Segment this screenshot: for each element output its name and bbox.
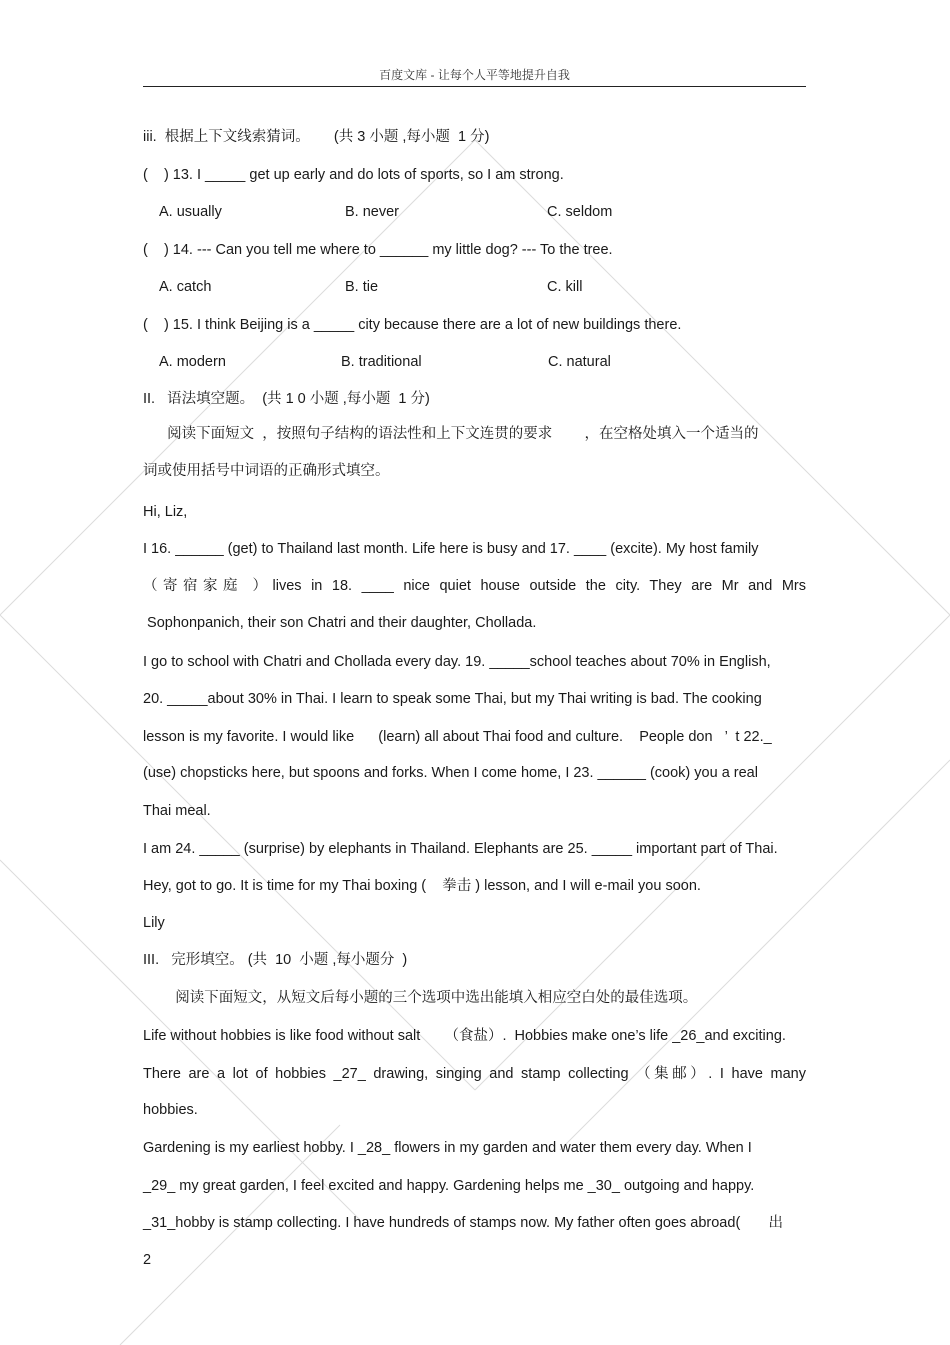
letter-signature: Lily — [143, 915, 165, 931]
question-14: ( ) 14. --- Can you tell me where to ______ my little dog? --- To the tree. — [143, 242, 613, 258]
passage-line: _29_ my great garden, I feel excited and happy. Gardening helps me _30_ outgoing and happy. — [143, 1178, 755, 1194]
passage-line: I go to school with Chatri and Chollada every day. 19. _____school teaches about 70% in English, — [143, 654, 771, 670]
passage-line: lesson is my favorite. I would like (learn) all about Thai food and culture. People don ’ t 22._ — [143, 729, 772, 745]
q15-option-b: B. traditional — [341, 354, 422, 370]
q13-option-a: A. usually — [159, 204, 222, 220]
q14-option-b: B. tie — [345, 279, 379, 295]
question-15: ( ) 15. I think Beijing is a _____ city because there are a lot of new buildings there. — [143, 317, 682, 333]
passage-line: There are a lot of hobbies _27_ drawing, singing and stamp collecting （集邮）. I have many — [143, 1066, 806, 1082]
q14-option-a: A. catch — [159, 279, 212, 295]
passage-line: Life without hobbies is like food without salt （食盐）. Hobbies make one’s life _26_and exciting. — [143, 1028, 786, 1044]
question-13: ( ) 13. I _____ get up early and do lots of sports, so I am strong. — [143, 167, 564, 183]
section-heading-iii-cloze: III. 完形填空。 (共 10 小题 ,每小题分 ) — [143, 952, 408, 968]
passage-line: hobbies. — [143, 1102, 198, 1118]
passage-line: 20. _____about 30% in Thai. I learn to speak some Thai, but my Thai writing is bad. The cooking — [143, 691, 762, 707]
passage-line: I am 24. _____ (surprise) by elephants in Thailand. Elephants are 25. _____ important part of Thai. — [143, 841, 778, 857]
page-number: 2 — [143, 1252, 152, 1268]
q15-option-a: A. modern — [159, 354, 226, 370]
passage-line: Thai meal. — [143, 803, 211, 819]
section-heading-iii: iii. 根据上下文线索猜词。 (共 3 小题 ,每小题 1 分) — [143, 129, 490, 145]
instruction-ii-line1: 阅读下面短文 ，按照句子结构的语法性和上下文连贯的要求 ，在空格处填入一个适当的 — [143, 426, 759, 442]
passage-line: _31_hobby is stamp collecting. I have hundreds of stamps now. My father often goes abroad( 出 — [143, 1215, 783, 1231]
passage-line: I 16. ______ (get) to Thailand last month. Life here is busy and 17. ____ (excite). My host family — [143, 541, 759, 557]
letter-greeting: Hi, Liz, — [143, 504, 188, 520]
q14-option-c: C. kill — [547, 279, 583, 295]
page-header: 百度文库 - 让每个人平等地提升自我 — [379, 68, 570, 82]
q13-option-b: B. never — [345, 204, 399, 220]
q13-option-c: C. seldom — [547, 204, 613, 220]
header-rule — [143, 86, 806, 87]
passage-line: (use) chopsticks here, but spoons and forks. When I come home, I 23. ______ (cook) you a real — [143, 765, 758, 781]
q15-option-c: C. natural — [548, 354, 611, 370]
passage-line: （寄宿家庭 ）lives in 18. ____ nice quiet house outside the city. They are Mr and Mrs — [143, 578, 806, 594]
passage-line: Hey, got to go. It is time for my Thai boxing ( 拳击 ) lesson, and I will e-mail you soon. — [143, 878, 701, 894]
passage-line: Gardening is my earliest hobby. I _28_ flowers in my garden and water them every day. When I — [143, 1140, 752, 1156]
instruction-iii: 阅读下面短文，从短文后每小题的三个选项中选出能填入相应空白处的最佳选项。 — [143, 990, 698, 1006]
instruction-ii-line2: 词或使用括号中词语的正确形式填空。 — [143, 463, 390, 479]
passage-line: Sophonpanich, their son Chatri and their daughter, Chollada. — [143, 615, 537, 631]
section-heading-ii: II. 语法填空题。 (共 1 0 小题 ,每小题 1 分) — [143, 391, 430, 407]
